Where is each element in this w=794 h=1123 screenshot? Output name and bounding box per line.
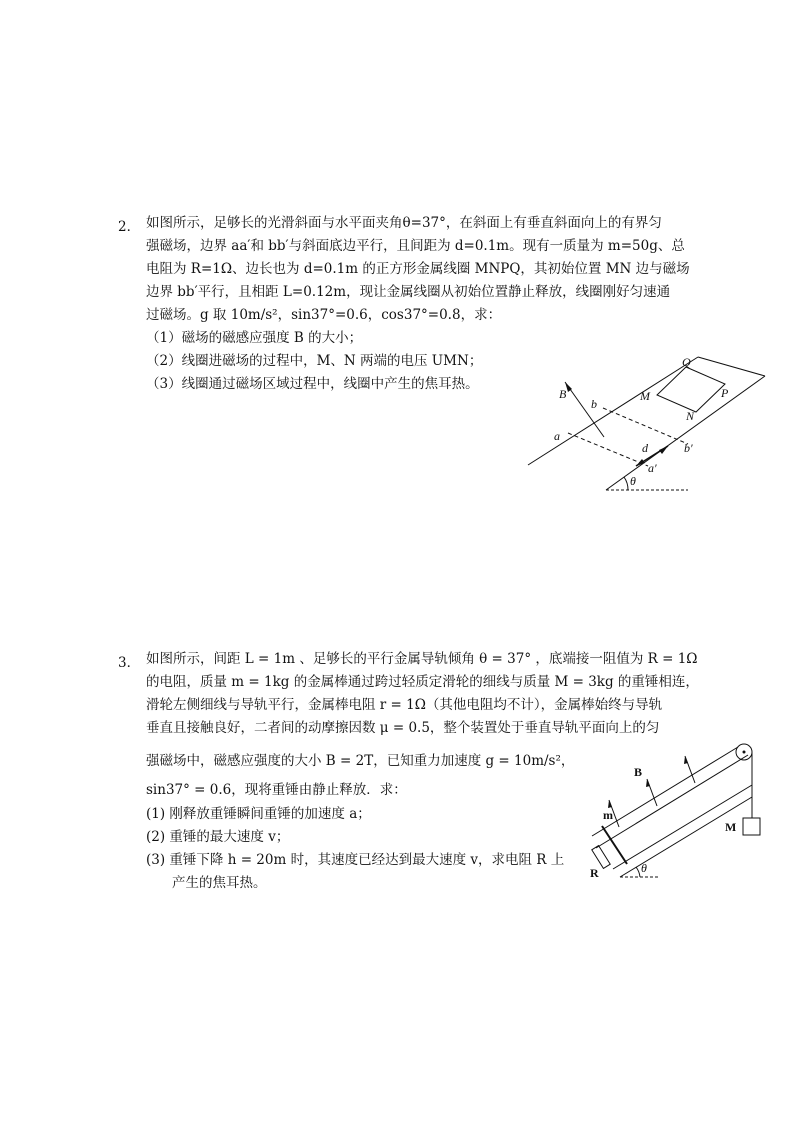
- problem-3-question: (2) 重锤的最大速度 v；: [146, 829, 290, 845]
- pulley-axle: [743, 751, 746, 754]
- angle-arc: [624, 477, 628, 490]
- arrow-head: [659, 446, 668, 454]
- label-n: N: [686, 409, 695, 423]
- label-theta: θ: [641, 861, 647, 875]
- rail-lower-inner: [620, 797, 752, 877]
- problem-2-text-line: 强磁场，边界 aa′和 bb′与斜面底边平行，且间距为 d=0.1m。现有一质量为 m=50g、总: [146, 238, 685, 254]
- label-m: M: [640, 389, 650, 403]
- incline-top-edge: [528, 357, 698, 465]
- label-b-field: B: [559, 387, 567, 401]
- problem-3-figure: [575, 740, 770, 885]
- label-theta: θ: [630, 474, 636, 488]
- label-b-prime: b′: [684, 441, 693, 455]
- problem-2-text-line: 过磁场。g 取 10m/s²，sin37°=0.6，cos37°=0.8，求：: [146, 307, 502, 323]
- label-a-prime: a′: [648, 461, 657, 475]
- problem-2-text-line: 如图所示，足够长的光滑斜面与水平面夹角θ=37°，在斜面上有垂直斜面向上的有界匀: [146, 215, 662, 231]
- problem-3-question: (1) 刚释放重锤瞬间重锤的加速度 a；: [146, 806, 371, 822]
- problem-2-question: （2）线圈进磁场的过程中，M、N 两端的电压 UMN；: [146, 353, 483, 369]
- arrow-head: [646, 779, 650, 787]
- label-m-weight: M: [725, 820, 737, 834]
- problem-2-text-line: 电阻为 R=1Ω、边长也为 d=0.1m 的正方形金属线圈 MNPQ，其初始位置 MN 边与磁场: [146, 261, 690, 277]
- label-b: B: [634, 765, 643, 779]
- incline-base-edge: [606, 376, 765, 490]
- problem-3-text-line: 的电阻，质量 m = 1kg 的金属棒通过跨过轻质定滑轮的细线与质量 M = 3kg 的重锤相连，: [146, 674, 699, 690]
- label-d: d: [642, 441, 648, 455]
- problem-2-question: （3）线圈通过磁场区域过程中，线圈中产生的焦耳热。: [146, 376, 479, 392]
- weight-block: [743, 818, 760, 835]
- coil-mnpq: [657, 367, 725, 412]
- angle-arc: [636, 867, 640, 877]
- arrow-head: [684, 756, 688, 764]
- problem-2-number: 2．: [118, 219, 141, 235]
- problem-3-text-line: 滑轮左侧细线与导轨平行，金属棒电阻 r = 1Ω（其他电阻均不计），金属棒始终与导轨: [146, 697, 663, 713]
- problem-3-text-line: sin37° = 0.6，现将重锤由静止释放．求：: [146, 782, 407, 798]
- label-q: Q: [682, 355, 691, 369]
- label-m-rod: m: [603, 808, 613, 822]
- problem-3-number: 3．: [118, 655, 141, 671]
- problem-3-question: 产生的焦耳热。: [172, 875, 267, 891]
- incline-right-edge: [698, 357, 765, 376]
- label-b: b: [591, 397, 597, 411]
- label-a: a: [554, 429, 560, 443]
- arrow-head: [608, 800, 612, 808]
- problem-2-text-line: 边界 bb′平行，且相距 L=0.12m，现让金属线圈从初始位置静止释放，线圈刚好匀速通: [146, 284, 671, 300]
- boundary-bb-prime: [603, 408, 688, 444]
- problem-3-text-line: 垂直且接触良好，二者间的动摩擦因数 μ = 0.5，整个装置处于垂直导轨平面向上的匀: [146, 720, 660, 736]
- boundary-aa-prime: [568, 433, 648, 466]
- problem-2-figure: [520, 350, 770, 495]
- rail-upper: [592, 747, 738, 836]
- problem-3-text-line: 强磁场中，磁感应强度的大小 B = 2T，已知重力加速度 g = 10m/s²，: [146, 753, 575, 769]
- problem-3-text-line: 如图所示，间距 L = 1m 、足够长的平行金属导轨倾角 θ = 37° ，底端接一阻值为 R = 1Ω: [146, 651, 698, 667]
- label-r: R: [590, 866, 599, 880]
- resistor: [592, 846, 610, 869]
- label-p: P: [721, 386, 729, 400]
- problem-2-question: （1）磁场的磁感应强度 B 的大小；: [146, 330, 363, 346]
- problem-3-question: (3) 重锤下降 h = 20m 时，其速度已经达到最大速度 v，求电阻 R 上: [146, 852, 565, 868]
